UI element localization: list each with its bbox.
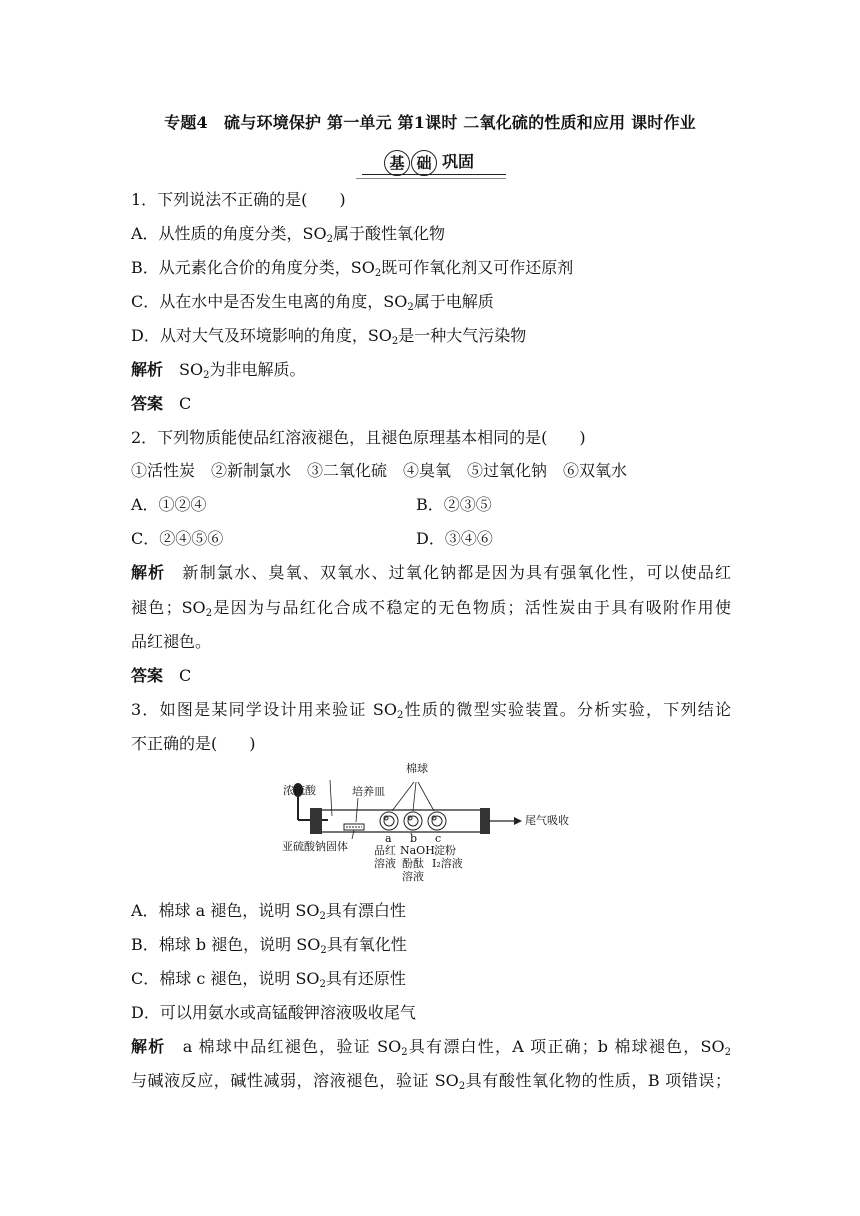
q2-analysis-line1: 解析 新制氯水、臭氧、双氧水、过氧化钠都是因为具有强氧化性，可以使品红 <box>131 563 731 582</box>
q1-option-b: B．从元素化合价的角度分类，$SO_2$既可作氧化剂又可作还原剂 <box>131 258 574 279</box>
q3-analysis-line1: 解析 a 棉球中品红褪色，验证 $SO_2$具有漂白性，A 项正确；b 棉球褪色，$SO_2$ <box>131 1037 731 1058</box>
badge-underline-thin <box>356 178 506 179</box>
q1-option-a: A．从性质的角度分类，$SO_2$属于酸性氧化物 <box>131 224 446 245</box>
q2-answer: 答案 C <box>131 666 192 685</box>
label-c-line1: 淀粉 <box>434 844 456 857</box>
label-solid: 亚硫酸钠固体 <box>282 840 348 853</box>
q3-stem-line2: 不正确的是( ) <box>131 734 256 753</box>
label-b-line2: 酚酞 <box>402 857 424 870</box>
section-badge <box>356 148 506 178</box>
label-b-line3: 溶液 <box>402 870 424 883</box>
q2-option-d: D．③④⑥ <box>416 529 493 548</box>
label-conc-acid: 浓硫酸 <box>283 784 316 797</box>
label-a-line2: 溶液 <box>374 857 396 870</box>
badge-char-1: 基 <box>384 150 410 176</box>
q1-answer: 答案 C <box>131 394 192 413</box>
label-a: a <box>385 832 392 845</box>
q1-stem: 1．下列说法不正确的是( ) <box>131 190 346 209</box>
q1-option-d: D．从对大气及环境影响的角度，$SO_2$是一种大气污染物 <box>131 326 527 347</box>
badge-text: 巩固 <box>442 152 475 171</box>
q2-stem: 2．下列物质能使品红溶液褪色，且褪色原理基本相同的是( ) <box>131 428 586 447</box>
q3-option-c: C．棉球 c 褪色，说明 $SO_2$具有还原性 <box>131 969 406 990</box>
answer-label: 答案 <box>131 394 164 413</box>
page-title: 专题4 硫与环境保护 第一单元 第1课时 二氧化硫的性质和应用 课时作业 <box>164 113 696 132</box>
q2-option-a: A．①②④ <box>131 495 207 514</box>
badge-char-2: 础 <box>411 150 437 176</box>
q3-stem-line1: 3．如图是某同学设计用来验证 $SO_2$性质的微型实验装置。分析实验，下列结论 <box>131 700 731 721</box>
analysis-label: 解析 <box>131 1037 166 1056</box>
q3-option-a: A．棉球 a 褪色，说明 $SO_2$具有漂白性 <box>131 901 406 922</box>
q2-analysis-line3: 品红褪色。 <box>131 632 212 651</box>
apparatus-figure <box>282 760 602 890</box>
label-a-line1: 品红 <box>374 844 396 857</box>
label-cotton: 棉球 <box>406 762 428 775</box>
q1-option-c: C．从在水中是否发生电离的角度，$SO_2$属于电解质 <box>131 292 494 313</box>
label-c: c <box>435 832 442 845</box>
q1-analysis: 解析 $SO_2$为非电解质。 <box>131 360 306 381</box>
analysis-label: 解析 <box>131 360 164 379</box>
q3-option-b: B．棉球 b 褪色，说明 $SO_2$具有氧化性 <box>131 935 407 956</box>
label-tail-gas: 尾气吸收 <box>525 814 569 827</box>
analysis-label: 解析 <box>131 563 166 582</box>
answer-label: 答案 <box>131 666 164 685</box>
q2-analysis-line2: 褪色；$SO_2$是因为与品红化合成不稳定的无色物质；活性炭由于具有吸附作用使 <box>131 598 731 619</box>
badge-underline <box>362 174 506 175</box>
q3-option-d: D．可以用氨水或高锰酸钾溶液吸收尾气 <box>131 1003 416 1022</box>
q2-option-c: C．②④⑤⑥ <box>131 529 224 548</box>
q3-analysis-line2: 与碱液反应，碱性减弱，溶液褪色，验证 $SO_2$具有酸性氧化物的性质，B 项错误； <box>131 1071 731 1092</box>
label-b-line1: NaOH <box>400 844 435 857</box>
label-c-line2: I₂溶液 <box>432 857 463 870</box>
label-b: b <box>410 832 418 845</box>
q2-option-b: B．②③⑤ <box>416 495 492 514</box>
label-dish: 培养皿 <box>352 785 385 798</box>
q2-items: ①活性炭 ②新制氯水 ③二氧化硫 ④臭氧 ⑤过氧化钠 ⑥双氧水 <box>131 461 628 480</box>
